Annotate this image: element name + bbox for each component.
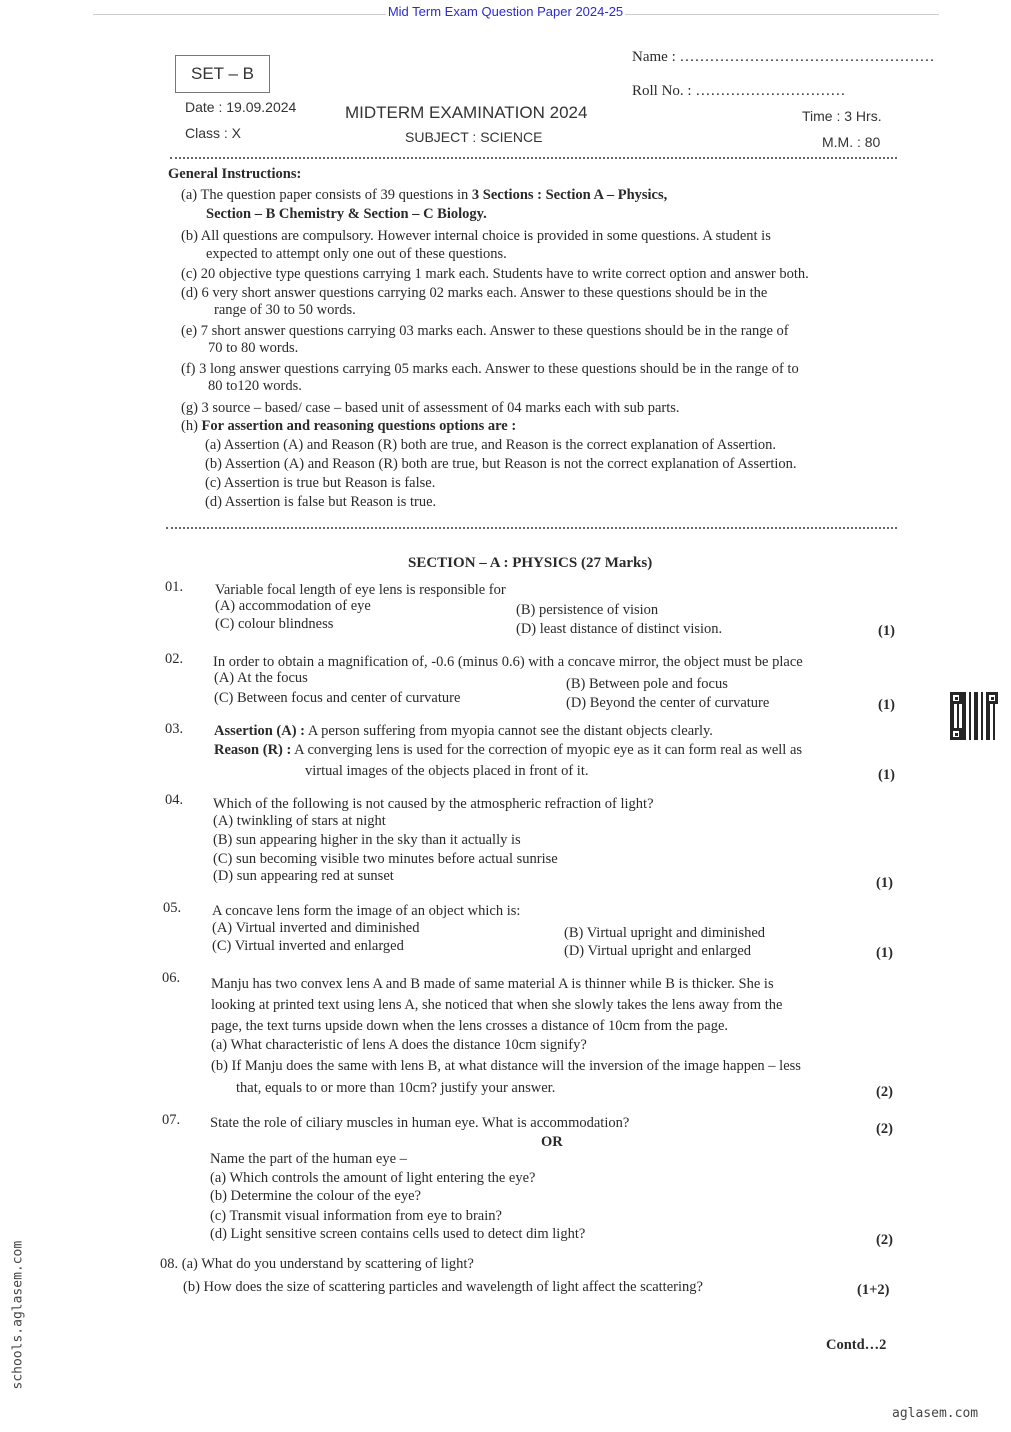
instruction-b: (b) All questions are compulsory. However internal choice is provided in some questions. A student is <box>181 228 771 244</box>
sub-question: (a) Which controls the amount of light entering the eye? <box>210 1170 536 1186</box>
instruction-a-cont: Section – B Chemistry & Section – C Biology. <box>206 206 487 222</box>
marks: (1) <box>878 767 895 783</box>
reason <box>214 742 802 759</box>
question-stem: State the role of ciliary muscles in human eye. What is accommodation? <box>210 1115 630 1131</box>
marks: (1) <box>878 623 895 639</box>
marks: (2) <box>876 1121 893 1137</box>
option: (D) Virtual upright and enlarged <box>564 943 752 959</box>
question-text: page, the text turns upside down when the lens crosses a distance of 10cm from the page. <box>211 1018 729 1034</box>
marks: (2) <box>876 1232 893 1248</box>
marks: (1) <box>876 875 893 891</box>
exam-class: Class : X <box>185 125 242 141</box>
question-stem: Which of the following is not caused by the atmospheric refraction of light? <box>213 796 654 812</box>
divider <box>170 157 897 159</box>
question-number: 08. <box>160 1256 179 1272</box>
exam-date: Date : 19.09.2024 <box>185 99 297 115</box>
side-watermark: schools.aglasem.com <box>10 1240 26 1390</box>
option: (A) accommodation of eye <box>215 598 371 614</box>
assertion <box>214 723 713 740</box>
divider <box>166 527 897 529</box>
option: (A) At the focus <box>214 670 308 686</box>
option: (C) colour blindness <box>215 616 334 632</box>
section-title: SECTION – A : PHYSICS (27 Marks) <box>408 555 653 571</box>
instruction-f-cont: 80 to120 words. <box>208 378 302 394</box>
bottom-watermark: aglasem.com <box>892 1406 979 1421</box>
exam-time: Time : 3 Hrs. <box>802 108 882 124</box>
reason-cont: virtual images of the objects placed in front of it. <box>305 763 589 779</box>
option-c: (c) Assertion is true but Reason is false. <box>205 475 436 491</box>
question-text: looking at printed text using lens A, she noticed that when she slowly takes the lens away from the <box>211 997 783 1013</box>
question-number: 04. <box>165 792 184 808</box>
option: (B) persistence of vision <box>516 602 659 618</box>
option: (D) least distance of distinct vision. <box>516 621 723 637</box>
max-marks: M.M. : 80 <box>822 134 881 150</box>
sub-question: (c) Transmit visual information from eye to brain? <box>210 1208 502 1224</box>
question-8-line-a <box>160 1256 474 1273</box>
instruction-text-bold: 3 Sections : Section A – Physics, <box>471 187 668 203</box>
option-a: (a) Assertion (A) and Reason (R) both are true, and Reason is the correct explanation of Assertion. <box>205 437 776 453</box>
assertion-text: A person suffering from myopia cannot see the distant objects clearly. <box>305 723 713 739</box>
question-number: 01. <box>165 579 184 595</box>
instruction-label: (h) <box>181 418 202 434</box>
sub-question: (b) If Manju does the same with lens B, at what distance will the inversion of the image happen – less <box>211 1058 801 1074</box>
instructions-title: General Instructions: <box>168 166 302 182</box>
instruction-b-cont: expected to attempt only one out of these questions. <box>206 246 507 262</box>
sub-question: (a) What characteristic of lens A does the distance 10cm signify? <box>211 1037 587 1053</box>
option: (C) sun becoming visible two minutes before actual sunrise <box>213 851 558 867</box>
set-label: SET – B <box>175 55 270 93</box>
option: (D) Beyond the center of curvature <box>566 695 770 711</box>
qr-code-icon <box>950 692 998 740</box>
option: (B) Virtual upright and diminished <box>564 925 766 941</box>
top-title-text: Mid Term Exam Question Paper 2024-25 <box>387 4 624 19</box>
page-header-title <box>0 4 1011 21</box>
instruction-e-cont: 70 to 80 words. <box>208 340 299 356</box>
option: (A) Virtual inverted and diminished <box>212 920 420 936</box>
question-stem: In order to obtain a magnification of, -0.6 (minus 0.6) with a concave mirror, the object must be place <box>213 654 803 670</box>
exam-title: MIDTERM EXAMINATION 2024 <box>345 103 588 122</box>
marks: (1) <box>878 697 895 713</box>
roll-field: Roll No. : ………………………… <box>632 83 846 99</box>
or-label: OR <box>541 1134 563 1150</box>
instruction-f: (f) 3 long answer questions carrying 05 marks each. Answer to these questions should be in the range of to <box>181 361 799 377</box>
option-d: (d) Assertion is false but Reason is true. <box>205 494 437 510</box>
question-number: 05. <box>163 900 182 916</box>
instruction-e: (e) 7 short answer questions carrying 03 marks each. Answer to these questions should be in the range of <box>181 323 789 339</box>
sub-question: (a) What do you understand by scattering of light? <box>178 1256 474 1272</box>
instruction-d: (d) 6 very short answer questions carrying 02 marks each. Answer to these questions should be in the <box>181 285 768 301</box>
instruction-g: (g) 3 source – based/ case – based unit of assessment of 04 marks each with sub parts. <box>181 400 680 416</box>
reason-text: A converging lens is used for the correction of myopic eye as it can form real as well as <box>291 742 803 758</box>
exam-subject: SUBJECT : SCIENCE <box>405 129 543 145</box>
instruction-c: (c) 20 objective type questions carrying 1 mark each. Students have to write correct option and answer both. <box>181 266 809 282</box>
question-number: 06. <box>162 970 181 986</box>
option: (C) Between focus and center of curvature <box>214 690 461 706</box>
marks: (2) <box>876 1084 893 1100</box>
sub-question: (b) How does the size of scattering particles and wavelength of light affect the scattering? <box>183 1279 703 1295</box>
marks: (1) <box>876 945 893 961</box>
option: (B) Between pole and focus <box>566 676 728 692</box>
reason-label: Reason (R) : <box>214 742 292 758</box>
option: (C) Virtual inverted and enlarged <box>212 938 404 954</box>
continued-label: Contd…2 <box>826 1337 887 1353</box>
option-b: (b) Assertion (A) and Reason (R) both are true, but Reason is not the correct explanation of Assertion. <box>205 456 797 472</box>
sub-question: (b) Determine the colour of the eye? <box>210 1188 421 1204</box>
marks: (1+2) <box>857 1282 890 1298</box>
option: (B) sun appearing higher in the sky than it actually is <box>213 832 521 848</box>
instruction-text-bold: For assertion and reasoning questions options are : <box>201 418 517 434</box>
question-stem: Name the part of the human eye – <box>210 1151 407 1167</box>
instruction-text: (a) The question paper consists of 39 questions in <box>181 187 472 203</box>
question-text: Manju has two convex lens A and B made of same material A is thinner while B is thicker. She is <box>211 976 774 992</box>
question-number: 03. <box>165 721 184 737</box>
question-number: 02. <box>165 651 184 667</box>
instruction-a <box>181 187 667 204</box>
option: (A) twinkling of stars at night <box>213 813 386 829</box>
name-field: Name : …………………………………………… <box>632 49 935 65</box>
question-stem: Variable focal length of eye lens is responsible for <box>215 582 506 598</box>
question-number: 07. <box>162 1112 181 1128</box>
question-stem: A concave lens form the image of an object which is: <box>212 903 521 919</box>
sub-question: (d) Light sensitive screen contains cells used to detect dim light? <box>210 1226 586 1242</box>
sub-question-cont: that, equals to or more than 10cm? justify your answer. <box>236 1080 556 1096</box>
option: (D) sun appearing red at sunset <box>213 868 394 884</box>
assertion-label: Assertion (A) : <box>214 723 306 739</box>
instruction-h <box>181 418 516 435</box>
instruction-d-cont: range of 30 to 50 words. <box>214 302 356 318</box>
